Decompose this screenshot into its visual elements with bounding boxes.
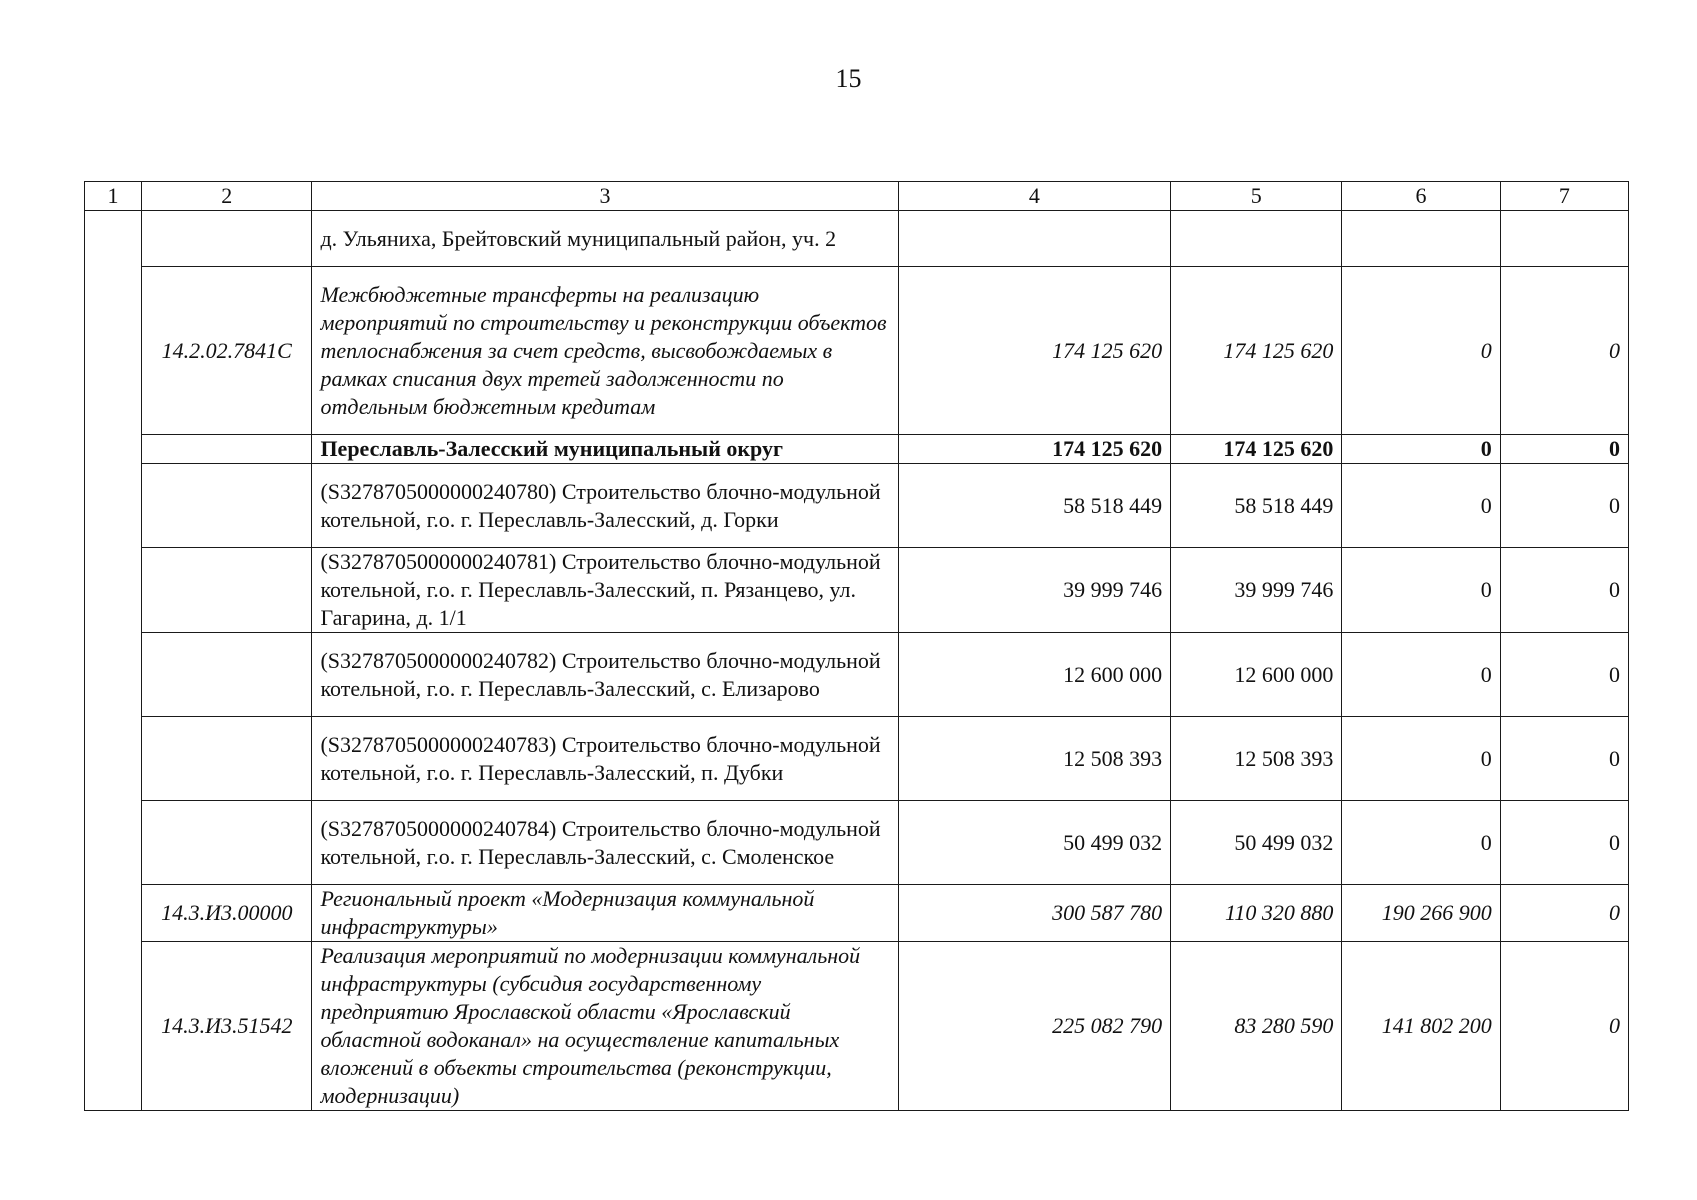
value-col-5: 174 125 620 <box>1171 435 1342 464</box>
name-cell: (S3278705000000240781) Строительство блочно-модульной котельной, г.о. г. Переславль-Залесский, п. Рязанцево, ул. Гагарина, д. 1/1 <box>312 548 898 633</box>
budget-table <box>84 181 1629 1111</box>
value-col-7: 0 <box>1500 717 1628 801</box>
value-col-5: 110 320 880 <box>1171 885 1342 942</box>
page-number: 15 <box>835 64 862 93</box>
header-col-2: 2 <box>142 182 312 211</box>
code-cell <box>142 801 312 885</box>
name-cell: (S3278705000000240782) Строительство блочно-модульной котельной, г.о. г. Переславль-Залесский, с. Елизарово <box>312 633 898 717</box>
table-row <box>85 267 1629 435</box>
table-row <box>85 801 1629 885</box>
name-cell: Межбюджетные трансферты на реализацию мероприятий по строительству и реконструкции объектов теплоснабжения за счет средств, высвобождаемых в рамках списания двух третей задолженности по отдельным бюджетным кредитам <box>312 267 898 435</box>
value-col-4: 58 518 449 <box>898 464 1171 548</box>
header-col-4: 4 <box>898 182 1171 211</box>
name-cell: д. Ульяниха, Брейтовский муниципальный район, уч. 2 <box>312 211 898 267</box>
value-col-6: 0 <box>1342 435 1500 464</box>
header-col-7: 7 <box>1500 182 1628 211</box>
name-cell: Реализация мероприятий по модернизации коммунальной инфраструктуры (субсидия государственному предприятию Ярославской области «Ярославский областной водоканал» на осуществление капитальных вложений в объекты строительства (реконструкции, модернизации) <box>312 942 898 1111</box>
value-col-4: 225 082 790 <box>898 942 1171 1111</box>
header-row <box>85 182 1629 211</box>
value-col-7 <box>1500 211 1628 267</box>
code-cell <box>142 211 312 267</box>
value-col-6: 141 802 200 <box>1342 942 1500 1111</box>
table-row <box>85 548 1629 633</box>
code-cell <box>142 435 312 464</box>
value-col-6 <box>1342 211 1500 267</box>
value-col-5: 12 600 000 <box>1171 633 1342 717</box>
code-cell <box>142 717 312 801</box>
table-row <box>85 211 1629 267</box>
value-col-4: 12 508 393 <box>898 717 1171 801</box>
value-col-4: 300 587 780 <box>898 885 1171 942</box>
value-col-5: 83 280 590 <box>1171 942 1342 1111</box>
value-col-7: 0 <box>1500 633 1628 717</box>
name-cell: (S3278705000000240784) Строительство блочно-модульной котельной, г.о. г. Переславль-Залесский, с. Смоленское <box>312 801 898 885</box>
row-number-cell <box>85 211 142 1111</box>
value-col-6: 0 <box>1342 464 1500 548</box>
value-col-4: 50 499 032 <box>898 801 1171 885</box>
value-col-7: 0 <box>1500 435 1628 464</box>
name-cell: (S3278705000000240783) Строительство блочно-модульной котельной, г.о. г. Переславль-Залесский, п. Дубки <box>312 717 898 801</box>
name-cell: (S3278705000000240780) Строительство блочно-модульной котельной, г.о. г. Переславль-Залесский, д. Горки <box>312 464 898 548</box>
value-col-4: 12 600 000 <box>898 633 1171 717</box>
value-col-6: 0 <box>1342 717 1500 801</box>
value-col-5: 58 518 449 <box>1171 464 1342 548</box>
value-col-5: 39 999 746 <box>1171 548 1342 633</box>
value-col-4: 174 125 620 <box>898 267 1171 435</box>
header-col-1: 1 <box>85 182 142 211</box>
name-cell: Региональный проект «Модернизация коммунальной инфраструктуры» <box>312 885 898 942</box>
header-col-3: 3 <box>312 182 898 211</box>
value-col-5: 12 508 393 <box>1171 717 1342 801</box>
value-col-7: 0 <box>1500 548 1628 633</box>
value-col-4: 174 125 620 <box>898 435 1171 464</box>
value-col-6: 0 <box>1342 548 1500 633</box>
value-col-6: 0 <box>1342 801 1500 885</box>
value-col-4 <box>898 211 1171 267</box>
code-cell <box>142 464 312 548</box>
value-col-7: 0 <box>1500 801 1628 885</box>
value-col-7: 0 <box>1500 885 1628 942</box>
code-cell: 14.3.И3.00000 <box>142 885 312 942</box>
value-col-5 <box>1171 211 1342 267</box>
header-col-5: 5 <box>1171 182 1342 211</box>
value-col-6: 0 <box>1342 267 1500 435</box>
name-cell: Переславль-Залесский муниципальный округ <box>312 435 898 464</box>
value-col-4: 39 999 746 <box>898 548 1171 633</box>
table-row <box>85 717 1629 801</box>
value-col-5: 50 499 032 <box>1171 801 1342 885</box>
value-col-6: 190 266 900 <box>1342 885 1500 942</box>
code-cell: 14.2.02.7841С <box>142 267 312 435</box>
table-row <box>85 885 1629 942</box>
code-cell <box>142 548 312 633</box>
value-col-6: 0 <box>1342 633 1500 717</box>
header-col-6: 6 <box>1342 182 1500 211</box>
table-row <box>85 633 1629 717</box>
value-col-7: 0 <box>1500 942 1628 1111</box>
code-cell: 14.3.И3.51542 <box>142 942 312 1111</box>
table-row <box>85 942 1629 1111</box>
table-row <box>85 435 1629 464</box>
value-col-7: 0 <box>1500 267 1628 435</box>
value-col-5: 174 125 620 <box>1171 267 1342 435</box>
table-row <box>85 464 1629 548</box>
value-col-7: 0 <box>1500 464 1628 548</box>
code-cell <box>142 633 312 717</box>
